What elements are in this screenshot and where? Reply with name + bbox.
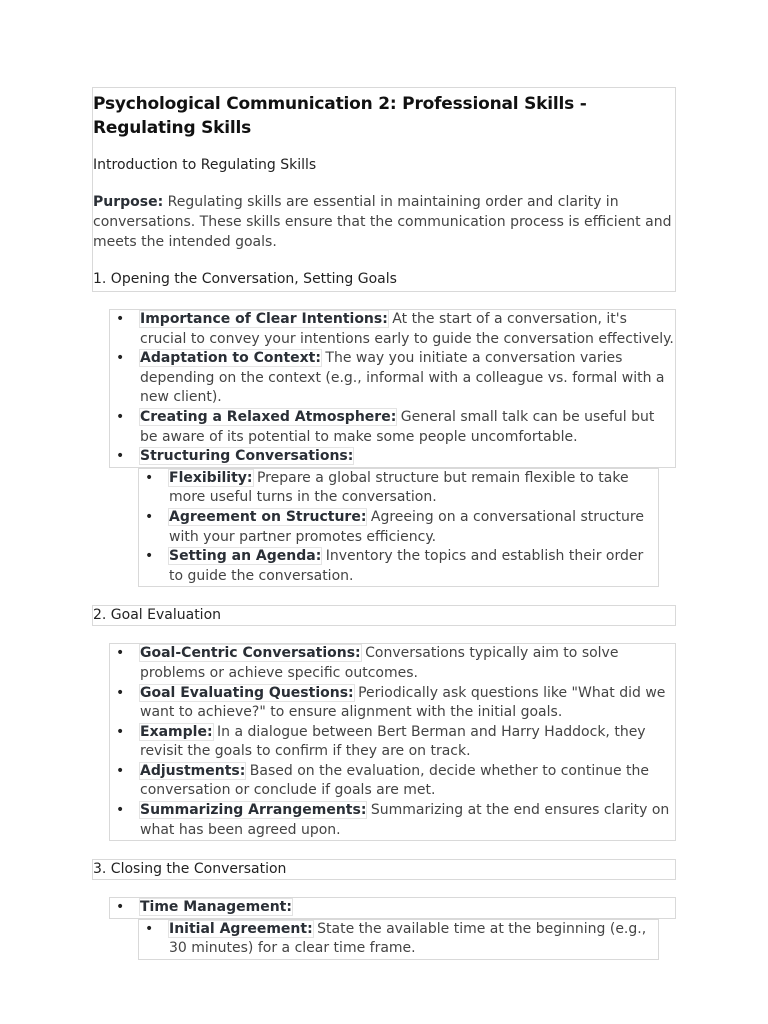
subitem-text: State the available time at the beginning (e.g., 30 minutes) for a clear time frame. <box>169 920 647 957</box>
subitem-label: Flexibility: <box>169 469 253 486</box>
section-2-list <box>109 643 676 841</box>
item-text: At the start of a conversation, it's crucial to convey your intentions early to guide the conversation effectively. <box>140 311 674 347</box>
section-3-sublist <box>138 919 659 960</box>
section-2-heading: 2. Goal Evaluation <box>92 605 676 626</box>
section-1-heading: 1. Opening the Conversation, Setting Goals <box>93 271 397 287</box>
item-text: Based on the evaluation, decide whether to continue the conversation or conclude if goals are met. <box>140 762 650 799</box>
item-label: Goal-Centric Conversations: <box>140 645 361 662</box>
subitem-label: Agreement on Structure: <box>169 508 367 525</box>
sublist-item <box>139 547 658 586</box>
item-label: Adaptation to Context: <box>140 350 321 367</box>
purpose-paragraph <box>93 192 675 252</box>
intro-subtitle: Introduction to Regulating Skills <box>93 157 317 173</box>
purpose-label: Purpose: <box>93 194 164 210</box>
list-item <box>110 898 675 918</box>
item-label: Goal Evaluating Questions: <box>140 684 354 701</box>
subitem-text: Prepare a global structure but remain flexible to take more useful turns in the conversation. <box>169 469 629 506</box>
list-item <box>110 349 675 408</box>
item-text: General small talk can be useful but be aware of its potential to make some people uncomfortable. <box>140 408 655 445</box>
list-item <box>110 723 675 762</box>
subitem-label: Setting an Agenda: <box>169 548 322 565</box>
subitem-label: Initial Agreement: <box>169 920 313 937</box>
item-text: Conversations typically aim to solve problems or achieve specific outcomes. <box>140 645 619 681</box>
sublist-item <box>139 920 658 959</box>
purpose-text: Regulating skills are essential in maintaining order and clarity in conversations. These skills ensure that the communication process is efficient and meets the intended goals. <box>93 194 672 250</box>
section-3-list <box>109 897 676 919</box>
item-text: The way you initiate a conversation varies depending on the context (e.g., informal with a colleague vs. formal with a new client). <box>140 350 665 406</box>
item-text: Periodically ask questions like "What did we want to achieve?" to ensure alignment with the initial goals. <box>140 684 666 721</box>
subitem-text: Agreeing on a conversational structure with your partner promotes efficiency. <box>169 508 644 545</box>
item-label: Creating a Relaxed Atmosphere: <box>140 408 397 425</box>
item-label: Summarizing Arrangements: <box>140 802 367 819</box>
document <box>92 87 676 960</box>
item-label: Importance of Clear Intentions: <box>140 311 388 327</box>
list-item <box>110 447 675 467</box>
sublist-item <box>139 469 658 508</box>
item-text: In a dialogue between Bert Berman and Harry Haddock, they revisit the goals to confirm if they are on track. <box>140 723 646 760</box>
item-text: Summarizing at the end ensures clarity on what has been agreed upon. <box>140 802 670 838</box>
list-item <box>110 644 675 683</box>
list-item <box>110 684 675 723</box>
intro-block <box>92 87 676 292</box>
section-3-heading: 3. Closing the Conversation <box>92 859 676 880</box>
item-label: Time Management: <box>140 899 292 916</box>
item-label: Adjustments: <box>140 762 246 779</box>
section-1-list <box>109 309 676 468</box>
list-item <box>110 408 675 447</box>
item-label: Example: <box>140 723 213 740</box>
list-item <box>110 310 675 349</box>
subitem-text: Inventory the topics and establish their order to guide the conversation. <box>169 548 644 584</box>
list-item <box>110 801 675 840</box>
item-label: Structuring Conversations: <box>140 448 354 465</box>
list-item <box>110 762 675 801</box>
page-title: Psychological Communication 2: Professional Skills - Regulating Skills <box>93 94 587 138</box>
section-1-sublist <box>138 468 659 588</box>
sublist-item <box>139 508 658 547</box>
